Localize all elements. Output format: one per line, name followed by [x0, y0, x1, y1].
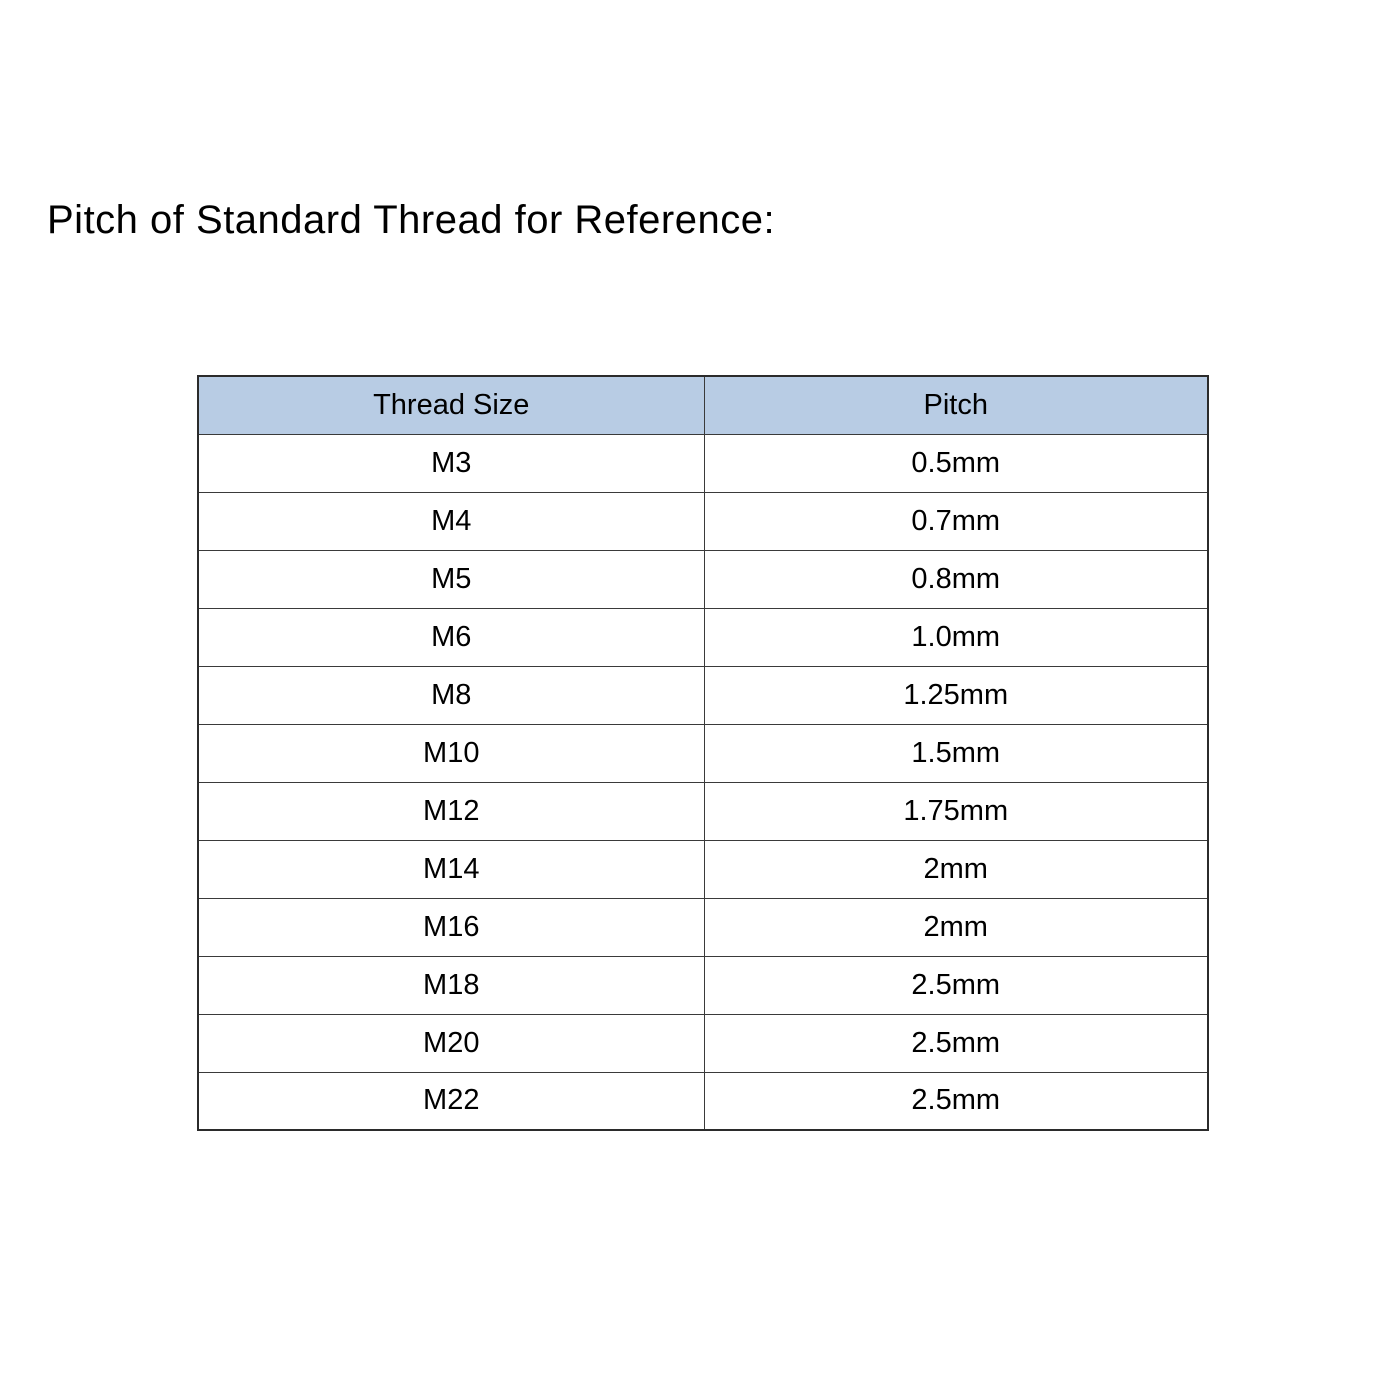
pitch-cell: 2.5mm — [704, 1072, 1208, 1130]
thread-size-cell: M12 — [198, 782, 704, 840]
table-row — [198, 492, 1208, 550]
table-row — [198, 550, 1208, 608]
pitch-cell: 0.7mm — [704, 492, 1208, 550]
table-row — [198, 898, 1208, 956]
table-row — [198, 608, 1208, 666]
thread-size-cell: M14 — [198, 840, 704, 898]
pitch-cell: 1.5mm — [704, 724, 1208, 782]
column-header-pitch: Pitch — [704, 376, 1208, 434]
thread-size-cell: M5 — [198, 550, 704, 608]
table-row — [198, 724, 1208, 782]
table-row — [198, 956, 1208, 1014]
table-row — [198, 840, 1208, 898]
pitch-cell: 2.5mm — [704, 956, 1208, 1014]
thread-size-cell: M22 — [198, 1072, 704, 1130]
column-header-thread-size: Thread Size — [198, 376, 704, 434]
thread-size-cell: M4 — [198, 492, 704, 550]
pitch-cell: 1.25mm — [704, 666, 1208, 724]
pitch-cell: 2mm — [704, 898, 1208, 956]
thread-size-cell: M10 — [198, 724, 704, 782]
thread-size-cell: M6 — [198, 608, 704, 666]
thread-size-cell: M20 — [198, 1014, 704, 1072]
page-title: Pitch of Standard Thread for Reference: — [47, 198, 776, 242]
pitch-cell: 0.5mm — [704, 434, 1208, 492]
table-row — [198, 1014, 1208, 1072]
table-row — [198, 434, 1208, 492]
pitch-cell: 0.8mm — [704, 550, 1208, 608]
thread-pitch-table — [197, 375, 1209, 1131]
pitch-cell: 1.0mm — [704, 608, 1208, 666]
pitch-cell: 1.75mm — [704, 782, 1208, 840]
pitch-cell: 2.5mm — [704, 1014, 1208, 1072]
thread-size-cell: M16 — [198, 898, 704, 956]
table-row — [198, 1072, 1208, 1130]
thread-size-cell: M8 — [198, 666, 704, 724]
thread-size-cell: M18 — [198, 956, 704, 1014]
table-row — [198, 782, 1208, 840]
pitch-cell: 2mm — [704, 840, 1208, 898]
thread-size-cell: M3 — [198, 434, 704, 492]
table-row — [198, 666, 1208, 724]
table-header-row — [198, 376, 1208, 434]
